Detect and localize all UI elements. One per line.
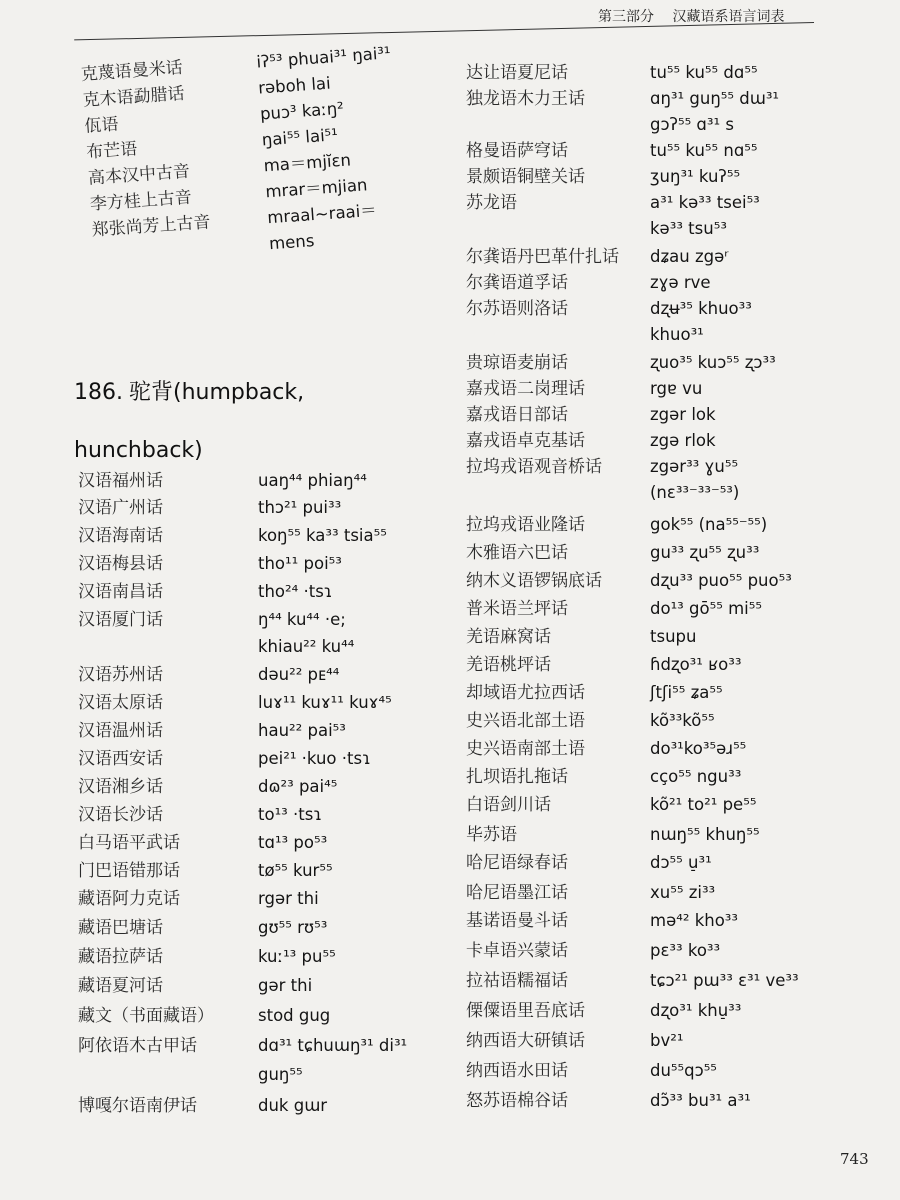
word-form: do¹³ gō⁵⁵ mi⁵⁵ xyxy=(650,599,762,618)
word-form: uaŋ⁴⁴ phiaŋ⁴⁴ xyxy=(258,471,367,490)
language-name: 阿依语木古甲话 xyxy=(78,1036,197,1056)
page-number: 743 xyxy=(840,1150,869,1168)
lexicon-entry xyxy=(78,746,418,774)
lexicon-entry xyxy=(78,915,418,943)
lexicon-entry xyxy=(78,607,418,635)
word-form: luɤ¹¹ kuɤ¹¹ kuɤ⁴⁵ xyxy=(258,693,392,712)
lexicon-entry xyxy=(466,938,866,966)
lexicon-entry xyxy=(78,468,418,496)
word-form: nɯŋ⁵⁵ khuŋ⁵⁵ xyxy=(650,825,760,844)
language-name: 门巴语错那话 xyxy=(78,861,180,881)
language-name: 白语剑川话 xyxy=(466,795,551,815)
word-form: ʃtʃi⁵⁵ ʑa⁵⁵ xyxy=(650,683,723,702)
word-form: ŋ⁴⁴ ku⁴⁴ ·e; xyxy=(258,610,346,629)
lexicon-entry xyxy=(466,86,866,114)
lexicon-entry xyxy=(78,690,418,718)
language-name: 普米语兰坪话 xyxy=(466,599,568,619)
word-form: khiau²² ku⁴⁴ xyxy=(258,637,355,656)
word-form: gər thi xyxy=(258,976,313,995)
word-form: gʊ⁵⁵ rʊ⁵³ xyxy=(258,918,328,937)
column-2 xyxy=(466,60,866,1130)
word-form: khuo³¹ xyxy=(650,325,704,344)
language-name: 藏文（书面藏语） xyxy=(78,1006,214,1026)
lexicon-entry xyxy=(466,764,866,792)
language-name: 羌语桃坪话 xyxy=(466,655,551,675)
language-name: 藏语夏河话 xyxy=(78,976,163,996)
language-name: 嘉戎语日部话 xyxy=(466,405,568,425)
word-form: tu⁵⁵ ku⁵⁵ dɑ⁵⁵ xyxy=(650,63,758,82)
word-form: dʐʉ³⁵ khuo³³ xyxy=(650,299,752,318)
word-form: koŋ⁵⁵ ka³³ tsia⁵⁵ xyxy=(258,526,387,545)
language-name: 克蔑语曼米话 xyxy=(80,57,184,85)
lexicon-entry xyxy=(78,1062,418,1090)
entry-number: 186. xyxy=(74,380,123,405)
lexicon-entry xyxy=(466,138,866,166)
language-name: 克木语勐腊话 xyxy=(82,83,186,111)
lexicon-entry xyxy=(466,60,866,88)
word-form: ɦdʐo³¹ ʁo³³ xyxy=(650,655,742,674)
word-form: zɣə rve xyxy=(650,273,711,292)
language-name: 汉语太原话 xyxy=(78,693,163,713)
word-form: (nɛ³³⁻³³⁻⁵³) xyxy=(650,483,740,502)
word-form: rəboh lai xyxy=(257,73,332,98)
lexicon-entry xyxy=(466,850,866,878)
word-form: rgər thi xyxy=(258,889,319,908)
word-form: mraal~raai＝ xyxy=(266,200,378,228)
language-name: 汉语厦门话 xyxy=(78,610,163,630)
language-name: 卡卓语兴蒙话 xyxy=(466,941,568,961)
lexicon-entry xyxy=(78,662,418,690)
word-form: tø⁵⁵ kur⁵⁵ xyxy=(258,861,333,880)
language-name: 基诺语曼斗话 xyxy=(466,911,568,931)
lexicon-entry xyxy=(78,973,418,1001)
language-name: 嘉戎语卓克基话 xyxy=(466,431,585,451)
language-name: 史兴语南部土语 xyxy=(466,739,585,759)
lexicon-entry xyxy=(466,596,866,624)
language-name: 汉语南昌话 xyxy=(78,582,163,602)
language-name: 藏语拉萨话 xyxy=(78,947,163,967)
word-form: xu⁵⁵ zi³³ xyxy=(650,883,716,902)
word-form: tsupu xyxy=(650,627,697,646)
word-form: gu³³ ʐu⁵⁵ ʐu³³ xyxy=(650,543,760,562)
column-1-bottom xyxy=(78,468,418,1128)
word-form: tɕɔ²¹ pɯ³³ ɛ³¹ ve³³ xyxy=(650,971,799,990)
language-name: 史兴语北部土语 xyxy=(466,711,585,731)
word-form: a³¹ kə³³ tsei⁵³ xyxy=(650,193,760,212)
language-name: 拉祜语糯福话 xyxy=(466,971,568,991)
language-name: 却域语尤拉西话 xyxy=(466,683,585,703)
lexicon-entry xyxy=(466,624,866,652)
language-name: 汉语西安话 xyxy=(78,749,163,769)
lexicon-entry xyxy=(466,792,866,820)
word-form: zgə rlok xyxy=(650,431,716,450)
language-name: 尔苏语则洛话 xyxy=(466,299,568,319)
language-name: 格曼语萨穹话 xyxy=(466,141,568,161)
lexicon-entry xyxy=(466,568,866,596)
word-form: to¹³ ·tsɿ xyxy=(258,805,323,824)
lexicon-entry xyxy=(466,822,866,850)
word-form: thɔ²¹ pui³³ xyxy=(258,498,342,517)
word-form: tho¹¹ poi⁵³ xyxy=(258,554,342,573)
lexicon-entry xyxy=(466,428,866,456)
language-name: 羌语麻窝话 xyxy=(466,627,551,647)
header-rule xyxy=(74,22,814,40)
word-form: tho²⁴ ·tsɿ xyxy=(258,582,333,601)
lexicon-entry xyxy=(78,858,418,886)
lexicon-entry xyxy=(78,1093,418,1121)
lexicon-entry xyxy=(466,708,866,736)
language-name: 拉坞戎语业隆话 xyxy=(466,515,585,535)
lexicon-entry xyxy=(78,802,418,830)
language-name: 毕苏语 xyxy=(466,825,517,845)
word-form: dʐu³³ puo⁵⁵ puo⁵³ xyxy=(650,571,792,590)
lexicon-entry xyxy=(78,830,418,858)
lexicon-entry xyxy=(466,164,866,192)
word-form: tɑ¹³ po⁵³ xyxy=(258,833,328,852)
word-form: do³¹ko³⁵əɹ⁵⁵ xyxy=(650,739,747,758)
word-form: tu⁵⁵ ku⁵⁵ nɑ⁵⁵ xyxy=(650,141,758,160)
language-name: 景颇语铜壁关话 xyxy=(466,167,585,187)
lexicon-entry xyxy=(466,322,866,350)
language-name: 汉语梅县话 xyxy=(78,554,163,574)
language-name: 郑张尚芳上古音 xyxy=(91,212,212,241)
lexicon-entry xyxy=(78,495,418,523)
word-form: dəu²² pᴇ⁴⁴ xyxy=(258,665,340,684)
language-name: 白马语平武话 xyxy=(78,833,180,853)
word-form: mə⁴² kho³³ xyxy=(650,911,739,930)
lexicon-entry xyxy=(78,718,418,746)
word-form: pɛ³³ ko³³ xyxy=(650,941,721,960)
language-name: 苏龙语 xyxy=(466,193,517,213)
lexicon-entry xyxy=(78,634,418,662)
word-form: zgər lok xyxy=(650,405,716,424)
language-name: 汉语长沙话 xyxy=(78,805,163,825)
lexicon-entry xyxy=(78,523,418,551)
lexicon-entry xyxy=(466,512,866,540)
lexicon-entry xyxy=(466,1028,866,1056)
language-name: 怒苏语棉谷话 xyxy=(466,1091,568,1111)
word-form: dɑ³¹ tɕhuɯŋ³¹ di³¹ xyxy=(258,1036,408,1055)
word-form: ɑŋ³¹ guŋ⁵⁵ dɯ³¹ xyxy=(650,89,780,108)
language-name: 拉坞戎语观音桥话 xyxy=(466,457,602,477)
language-name: 扎坝语扎拖话 xyxy=(466,767,568,787)
word-form: mens xyxy=(268,231,315,254)
language-name: 纳西语水田话 xyxy=(466,1061,568,1081)
lexicon-entry xyxy=(466,540,866,568)
word-form: kuː¹³ pu⁵⁵ xyxy=(258,947,336,966)
lexicon-entry xyxy=(466,652,866,680)
language-name: 高本汉中古音 xyxy=(87,161,191,189)
word-form: kõ²¹ to²¹ pe⁵⁵ xyxy=(650,795,757,814)
word-form: puɔ³ kaːŋ² xyxy=(259,98,345,124)
word-form: du⁵⁵qɔ⁵⁵ xyxy=(650,1061,717,1080)
language-name: 汉语海南话 xyxy=(78,526,163,546)
entry-gloss: 驼背(humpback, hunchback) xyxy=(74,380,305,463)
lexicon-entry xyxy=(466,112,866,140)
word-form: rgɐ vu xyxy=(650,379,703,398)
lexicon-entry xyxy=(78,1033,418,1061)
language-name: 贵琼语麦崩话 xyxy=(466,353,568,373)
lexicon-entry xyxy=(466,402,866,430)
lexicon-entry xyxy=(466,350,866,378)
language-name: 汉语湘乡话 xyxy=(78,777,163,797)
word-form: mrar＝mjian xyxy=(264,175,368,202)
word-form: ma＝mjĭɛn xyxy=(263,150,352,176)
word-form: dʐo³¹ khu̠³³ xyxy=(650,1001,742,1020)
word-form: gɔʔ⁵⁵ ɑ³¹ s xyxy=(650,115,734,134)
word-form: cço⁵⁵ ngu³³ xyxy=(650,767,742,786)
language-name: 李方桂上古音 xyxy=(89,187,193,215)
word-form: dɷ²³ pai⁴⁵ xyxy=(258,777,338,796)
language-name: 汉语苏州话 xyxy=(78,665,163,685)
word-form: dɔ⁵⁵ u̠³¹ xyxy=(650,853,712,872)
lexicon-entry xyxy=(78,774,418,802)
lexicon-entry xyxy=(466,908,866,936)
lexicon-entry xyxy=(466,480,866,508)
language-name: 傈僳语里吾底话 xyxy=(466,1001,585,1021)
lexicon-entry xyxy=(78,944,418,972)
word-form: kõ³³kõ⁵⁵ xyxy=(650,711,715,730)
lexicon-entry xyxy=(466,216,866,244)
lexicon-entry xyxy=(78,886,418,914)
language-name: 纳西语大研镇话 xyxy=(466,1031,585,1051)
lexicon-entry xyxy=(78,1003,418,1031)
language-name: 尔龚语丹巴革什扎话 xyxy=(466,247,619,267)
lexicon-entry xyxy=(466,376,866,404)
word-form: ʐuo³⁵ kuɔ⁵⁵ ʐɔ³³ xyxy=(650,353,776,372)
word-form: zgər³³ ɣu⁵⁵ xyxy=(650,457,739,476)
language-name: 藏语巴塘话 xyxy=(78,918,163,938)
language-name: 博嘎尔语南伊话 xyxy=(78,1096,197,1116)
language-name: 尔龚语道孚话 xyxy=(466,273,568,293)
word-form: pei²¹ ·kuo ·tsɿ xyxy=(258,749,371,768)
language-name: 哈尼语墨江话 xyxy=(466,883,568,903)
lexicon-entry xyxy=(466,680,866,708)
word-form: kə³³ tsu⁵³ xyxy=(650,219,727,238)
lexicon-entry xyxy=(466,880,866,908)
word-form: duk gɯr xyxy=(258,1096,328,1115)
lexicon-entry xyxy=(466,968,866,996)
lexicon-entry xyxy=(466,190,866,218)
lexicon-entry xyxy=(466,270,866,298)
language-name: 哈尼语绿春话 xyxy=(466,853,568,873)
lexicon-entry xyxy=(466,1058,866,1086)
language-name: 纳木义语锣锅底话 xyxy=(466,571,602,591)
lexicon-entry xyxy=(466,736,866,764)
lexicon-entry xyxy=(466,454,866,482)
language-name: 布芒语 xyxy=(85,139,138,163)
header-title: 汉藏语系语言词表 xyxy=(672,9,785,25)
word-form: dʑau zgəʳ xyxy=(650,247,729,266)
word-form: ʒuŋ³¹ kuʔ⁵⁵ xyxy=(650,167,741,186)
entry-heading xyxy=(74,364,374,480)
word-form: hau²² pai⁵³ xyxy=(258,721,346,740)
language-name: 藏语阿力克话 xyxy=(78,889,180,909)
language-name: 达让语夏尼话 xyxy=(466,63,568,83)
word-form: guŋ⁵⁵ xyxy=(258,1065,303,1084)
header-section: 第三部分 xyxy=(598,9,654,25)
language-name: 佤语 xyxy=(83,114,120,137)
word-form: gok⁵⁵ (na⁵⁵⁻⁵⁵) xyxy=(650,515,768,534)
language-name: 木雅语六巴话 xyxy=(466,543,568,563)
word-form: dɔ̃³³ bu³¹ a³¹ xyxy=(650,1091,751,1110)
word-form: bv²¹ xyxy=(650,1031,684,1050)
lexicon-entry xyxy=(78,551,418,579)
language-name: 嘉戎语二岗理话 xyxy=(466,379,585,399)
lexicon-entry xyxy=(466,244,866,272)
lexicon-entry xyxy=(466,1088,866,1116)
word-form: stod gug xyxy=(258,1006,331,1025)
language-name: 独龙语木力王话 xyxy=(466,89,585,109)
lexicon-entry xyxy=(78,579,418,607)
lexicon-entry xyxy=(466,296,866,324)
language-name: 汉语福州话 xyxy=(78,471,163,491)
word-form: ŋai⁵⁵ lai⁵¹ xyxy=(261,125,339,150)
lexicon-entry xyxy=(466,998,866,1026)
word-form: iʔ⁵³ phuai³¹ ŋai³¹ xyxy=(255,43,392,72)
language-name: 汉语广州话 xyxy=(78,498,163,518)
column-1-top xyxy=(80,39,424,272)
language-name: 汉语温州话 xyxy=(78,721,163,741)
